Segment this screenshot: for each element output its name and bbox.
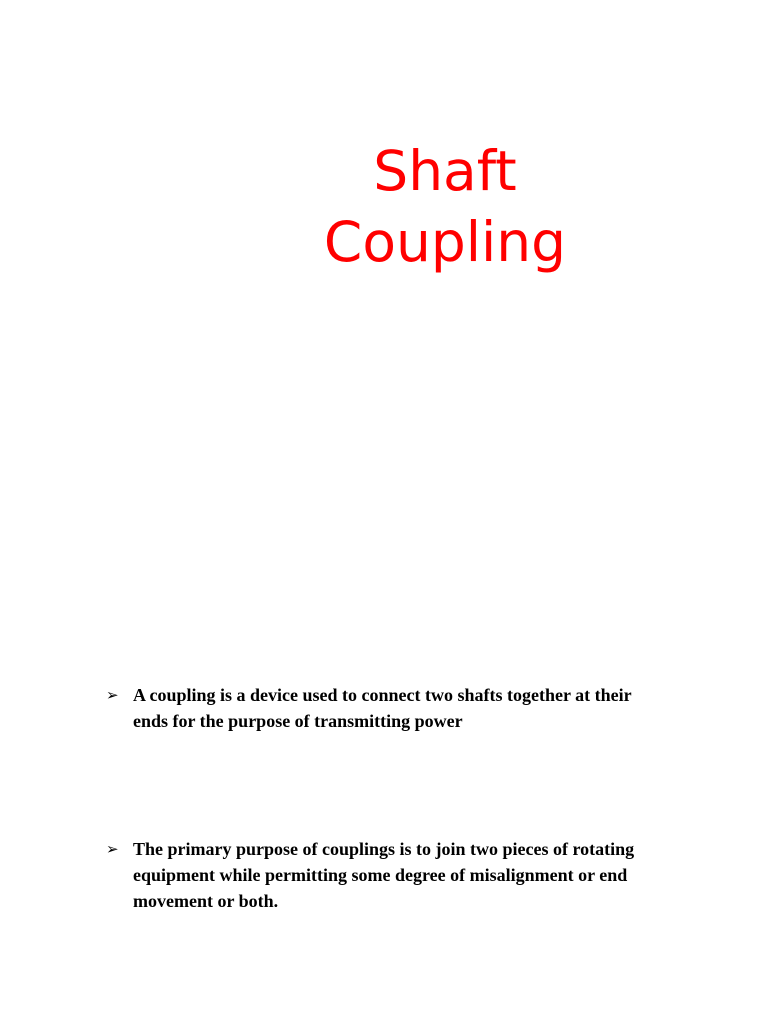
bullet-text: A coupling is a device used to connect two shafts together at their ends for the purpose of transmitting power (133, 685, 632, 731)
page-title (300, 136, 590, 278)
title-line-2: Coupling (323, 210, 567, 274)
arrow-bullet-icon: ➢ (106, 840, 119, 858)
title-line-1: Shaft (373, 139, 517, 203)
bullet-item (106, 836, 666, 914)
bullet-item (106, 682, 666, 734)
arrow-bullet-icon: ➢ (106, 686, 119, 704)
bullet-text: The primary purpose of couplings is to join two pieces of rotating equipment while permitting some degree of misalignment or end movement or both. (133, 839, 635, 911)
